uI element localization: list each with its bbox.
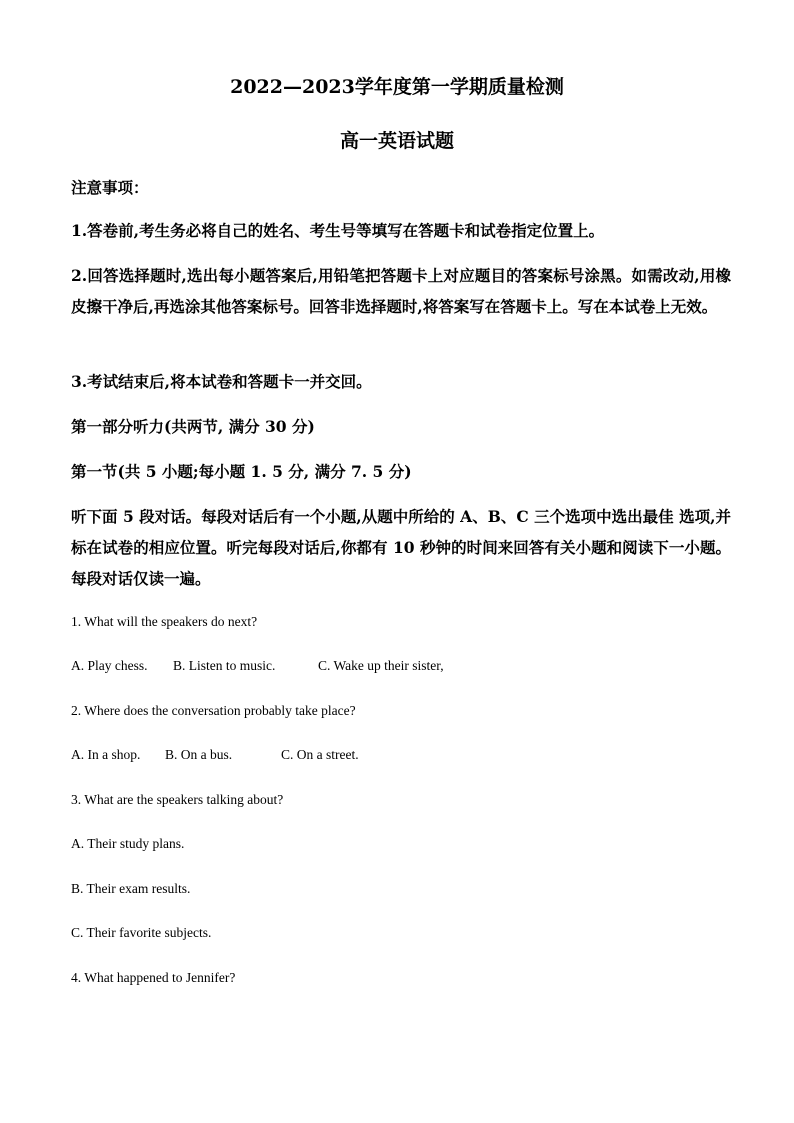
- question-1-options: [71, 658, 444, 674]
- notice-item-1: 1.答卷前,考生务必将自己的姓名、考生号等填写在答题卡和试卷指定位置上。: [71, 221, 605, 240]
- question-3-option-c: C. Their favorite subjects.: [71, 925, 212, 940]
- notice-item-2: 2.回答选择题时,选出每小题答案后,用铅笔把答题卡上对应题目的答案标号涂黑。如需改动,用橡皮擦干净后,再选涂其他答案标号。回答非选择题时,将答案写在答题卡上。写在本试卷上无效。: [71, 266, 731, 316]
- question-2-option-c: C. On a street.: [281, 747, 359, 762]
- question-4-stem: 4. What happened to Jennifer?: [71, 970, 236, 985]
- notice-heading: 注意事项：: [71, 178, 149, 197]
- question-3-option-a: A. Their study plans.: [71, 836, 185, 851]
- question-2-option-a: A. In a shop.: [71, 747, 141, 762]
- question-2-option-b: B. On a bus.: [165, 747, 233, 762]
- question-2-stem: 2. Where does the conversation probably take place?: [71, 703, 356, 718]
- question-1-option-b: B. Listen to music.: [173, 658, 276, 673]
- question-3-stem: 3. What are the speakers talking about?: [71, 792, 284, 807]
- listening-instructions: 听下面 5 段对话。每段对话后有一个小题,从题中所给的 A、B、C 三个选项中选出最佳 选项,并标在试卷的相应位置。听完每段对话后,你都有 10 秒钟的时间来回答有关小题和阅读下一小题。每段对话仅读一遍。: [71, 507, 731, 588]
- question-1-stem: 1. What will the speakers do next?: [71, 614, 258, 629]
- section-1-heading: 第一节(共 5 小题;每小题 1. 5 分, 满分 7. 5 分): [71, 462, 412, 481]
- notice-item-3: 3.考试结束后,将本试卷和答题卡一并交回。: [71, 372, 372, 391]
- question-3-option-b: B. Their exam results.: [71, 881, 191, 896]
- question-1-option-c: C. Wake up their sister,: [318, 658, 444, 673]
- exam-title: 2022—2023学年度第一学期质量检测: [230, 76, 564, 98]
- exam-subtitle: 高一英语试题: [339, 130, 454, 152]
- part-1-heading: 第一部分听力(共两节, 满分 30 分): [71, 417, 315, 436]
- question-1-option-a: A. Play chess.: [71, 658, 148, 673]
- question-2-options: [71, 747, 359, 763]
